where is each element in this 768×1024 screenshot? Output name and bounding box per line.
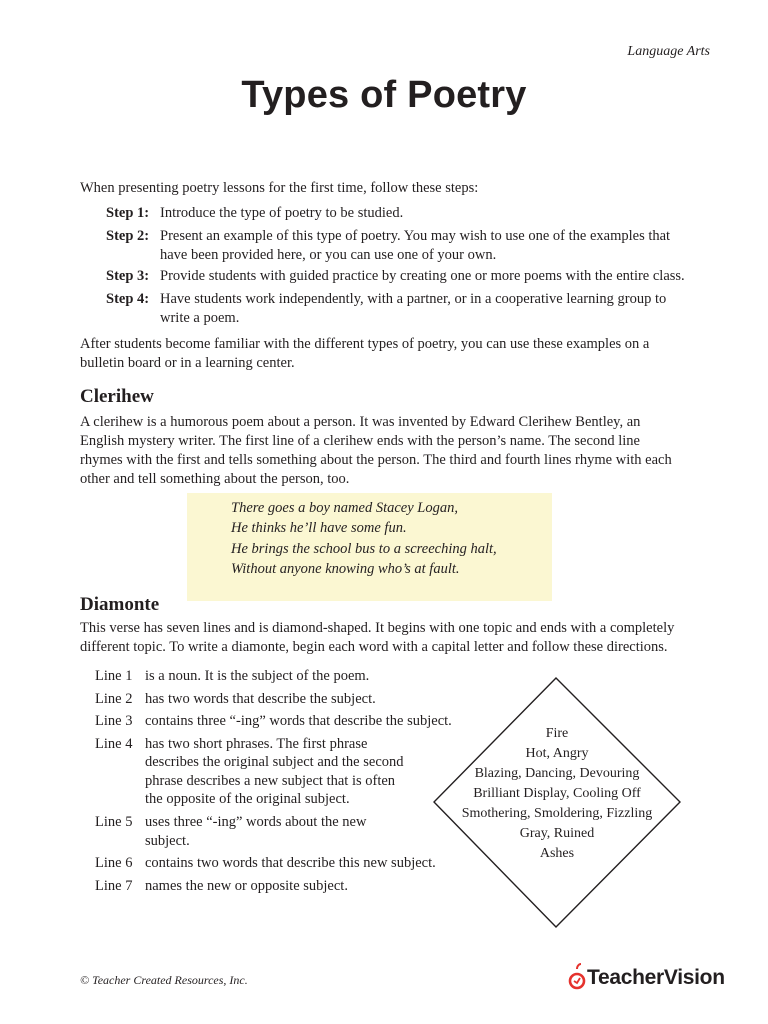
step-1-label: Step 1: <box>106 205 150 221</box>
step-2-text: Present an example of this type of poetry. You may wish to use one of the examples that <box>160 228 671 244</box>
line-3-text: contains three “-ing” words that describe the subject. <box>145 713 452 729</box>
poem-line-3: He brings the school bus to a screeching halt, <box>231 541 497 557</box>
intro-text: When presenting poetry lessons for the first time, follow these steps: <box>80 180 479 196</box>
after-text-2: bulletin board or in a learning center. <box>80 355 295 371</box>
clerihew-term: A clerihew <box>80 414 144 430</box>
poem-line-4: Without anyone knowing who’s at fault. <box>231 561 460 577</box>
step-4-label: Step 4: <box>106 291 150 307</box>
line-4-text-4: the opposite of the original subject. <box>145 791 350 807</box>
diamonte-desc-2: different topic. To write a diamonte, begin each word with a capital letter and follow these directions. <box>80 639 668 655</box>
poem-line-2: He thinks he’ll have some fun. <box>231 520 407 536</box>
diamonte-desc-1: This verse has seven lines and is diamond-shaped. It begins with one topic and ends with a completely <box>80 620 675 636</box>
page-title: Types of Poetry <box>241 74 527 116</box>
line-4-text-2: describes the original subject and the second <box>145 754 404 770</box>
line-4-text-1: has two short phrases. The first phrase <box>145 736 368 752</box>
line-1-text: is a noun. It is the subject of the poem. <box>145 668 370 684</box>
line-1-label: Line 1 <box>95 668 133 684</box>
line-4-label: Line 4 <box>95 736 133 752</box>
line-6-text: contains two words that describe this new subject. <box>145 855 436 871</box>
line-5-text-1: uses three “-ing” words about the new <box>145 814 367 830</box>
line-7-label: Line 7 <box>95 878 133 894</box>
subject-label: Language Arts <box>627 44 710 59</box>
clerihew-desc-1 <box>80 413 710 432</box>
apple-icon <box>568 962 586 992</box>
line-7-text: names the new or opposite subject. <box>145 878 348 894</box>
clerihew-heading: Clerihew <box>80 386 154 407</box>
line-6-label: Line 6 <box>95 855 133 871</box>
clerihew-desc-3: rhymes with the first and tells something about the person. The third and fourth lines rhyme with each <box>80 452 672 468</box>
line-3-label: Line 3 <box>95 713 133 729</box>
diamonte-heading: Diamonte <box>80 594 160 615</box>
line-2-label: Line 2 <box>95 691 133 707</box>
diamond-word-1: Fire <box>545 726 569 741</box>
diamond-word-7: Ashes <box>539 846 575 861</box>
after-text-1: After students become familiar with the different types of poetry, you can use these examples on a <box>80 336 650 352</box>
step-4-text-cont: write a poem. <box>160 310 240 326</box>
diamond-word-4: Brilliant Display, Cooling Off <box>473 786 641 801</box>
poem-line-1: There goes a boy named Stacey Logan, <box>231 500 458 516</box>
step-4-text: Have students work independently, with a partner, or in a cooperative learning group to <box>160 291 667 307</box>
line-4-text-3: phrase describes a new subject that is often <box>145 773 396 789</box>
line-2-text: has two words that describe the subject. <box>145 691 376 707</box>
step-2-label: Step 2: <box>106 228 150 244</box>
line-5-label: Line 5 <box>95 814 133 830</box>
clerihew-desc-2: English mystery writer. The first line of a clerihew ends with the person’s name. The second line <box>80 433 640 449</box>
teachervision-logo[interactable]: TeacherVision <box>587 966 725 989</box>
diamond-word-6: Gray, Ruined <box>519 826 595 841</box>
copyright-text: © Teacher Created Resources, Inc. <box>80 973 248 987</box>
step-3-label: Step 3: <box>106 268 150 284</box>
diamond-word-5: Smothering, Smoldering, Fizzling <box>461 806 653 821</box>
diamond-word-3: Blazing, Dancing, Devouring <box>474 766 640 781</box>
step-2-text-cont: have been provided here, or you can use one of your own. <box>160 247 497 263</box>
diamond-word-2: Hot, Angry <box>525 746 589 761</box>
step-3-text: Provide students with guided practice by creating one or more poems with the entire class. <box>160 268 685 284</box>
line-5-text-2: subject. <box>145 833 190 849</box>
clerihew-desc-4: other and tell something about the person, too. <box>80 471 350 487</box>
clerihew-desc-1-rest: is a humorous poem about a person. It was invented by Edward Clerihew Bentley, an <box>143 414 641 430</box>
step-1-text: Introduce the type of poetry to be studied. <box>160 205 404 221</box>
